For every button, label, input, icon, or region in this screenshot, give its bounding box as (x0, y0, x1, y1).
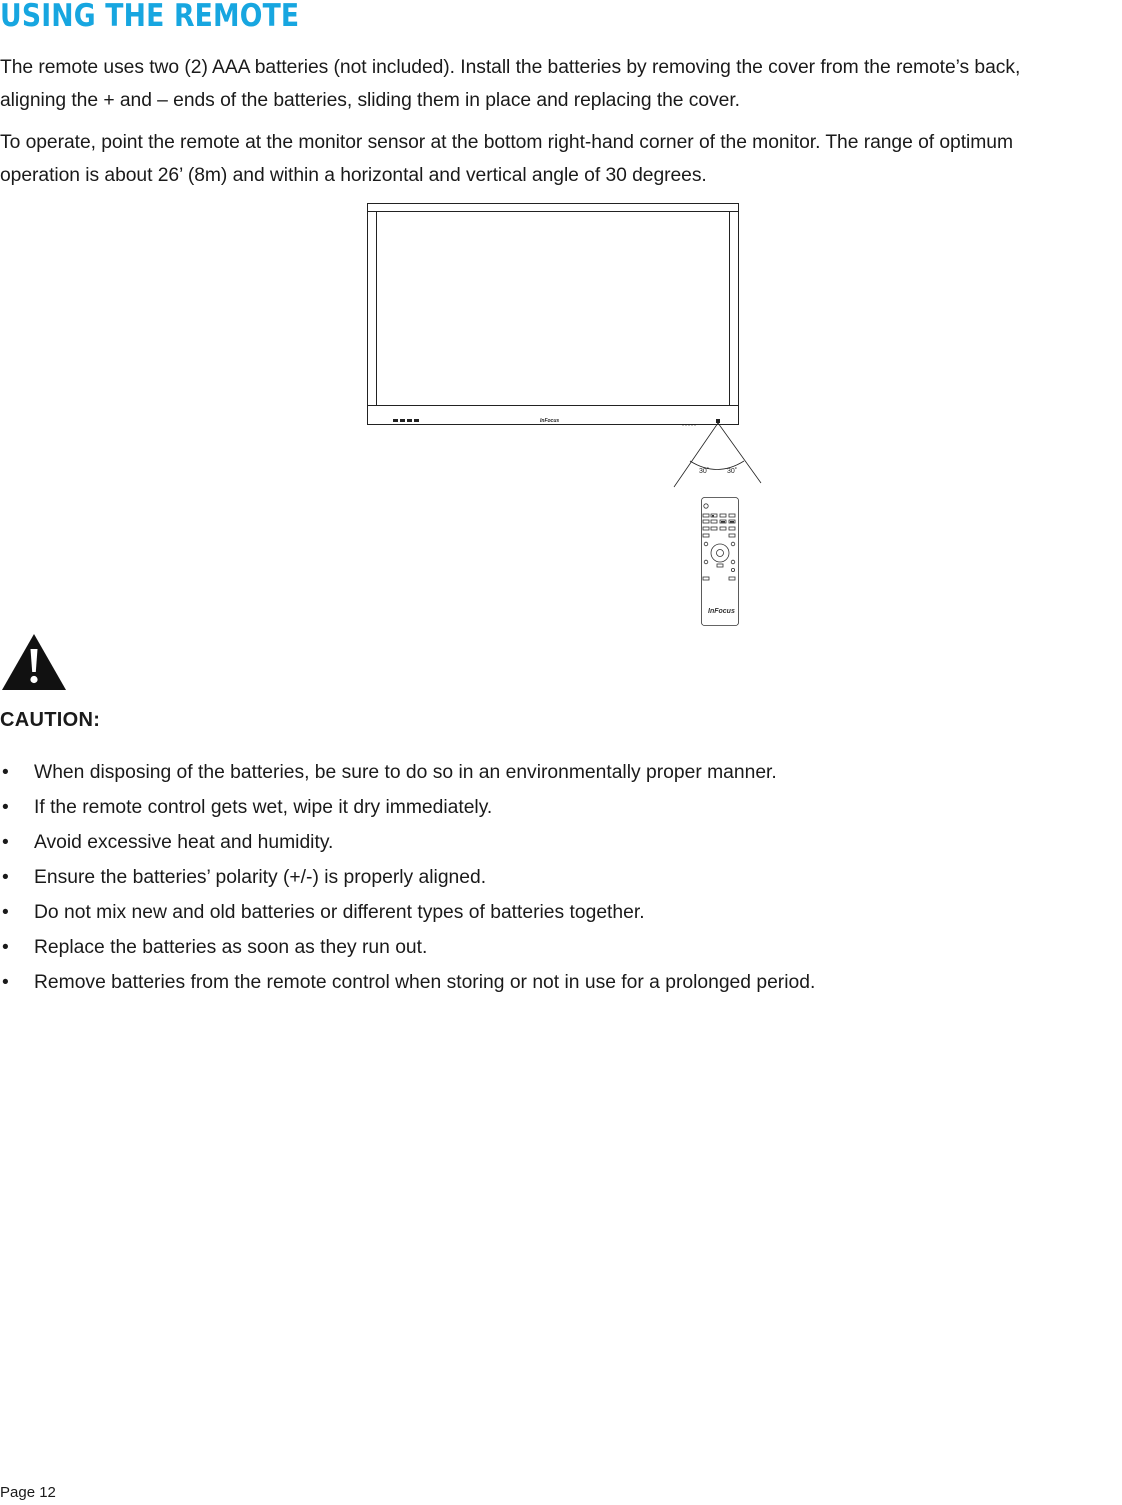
monitor-logo: InFocus (540, 418, 560, 424)
paragraph-line: operation is about 26’ (8m) and within a horizontal and vertical angle of 30 degrees. (0, 165, 707, 186)
paragraph-line: The remote uses two (2) AAA batteries (not included). Install the batteries by removing the cover from the remote’s back, (0, 57, 1021, 78)
bullet-point: • (2, 972, 9, 993)
caution-item (0, 930, 1100, 965)
page-number: Page 12 (0, 1484, 56, 1501)
caution-item-text: Avoid excessive heat and humidity. (34, 832, 334, 853)
monitor-illustration (368, 204, 739, 425)
caution-item (0, 860, 1100, 895)
battery-install-paragraph (0, 51, 1122, 117)
ir-sensor (716, 419, 720, 423)
bullet-point: • (2, 867, 9, 888)
operation-range-paragraph (0, 126, 1122, 192)
caution-item-text: Replace the batteries as soon as they run out. (34, 937, 428, 958)
remote-logo: InFocus (708, 608, 735, 615)
paragraph-line: To operate, point the remote at the monitor sensor at the bottom right-hand corner of the monitor. The range of optimum (0, 132, 1013, 153)
caution-item-text: Remove batteries from the remote control when storing or not in use for a prolonged period. (34, 972, 816, 993)
angle-right-label: 30˚ (727, 468, 738, 475)
bullet-point: • (2, 902, 9, 923)
caution-item (0, 790, 1100, 825)
caution-item (0, 965, 1100, 1000)
caution-item-text: Ensure the batteries’ polarity (+/-) is properly aligned. (34, 867, 487, 888)
bullet-point: • (2, 797, 9, 818)
bullet-point: • (2, 937, 9, 958)
caution-heading: CAUTION: (0, 709, 101, 731)
remote-range-illustration (360, 195, 780, 635)
caution-item (0, 825, 1100, 860)
caution-item-text: When disposing of the batteries, be sure to do so in an environmentally proper manner. (34, 762, 777, 783)
caution-item-text: Do not mix new and old batteries or different types of batteries together. (34, 902, 645, 923)
caution-item (0, 895, 1100, 930)
bullet-point: • (2, 762, 9, 783)
remote-illustration (702, 498, 739, 626)
paragraph-line: aligning the + and – ends of the batteries, sliding them in place and replacing the cover. (0, 90, 740, 111)
angle-lines (674, 423, 761, 487)
page-title: USING THE REMOTE (0, 0, 300, 34)
angle-left-label: 30˚ (699, 468, 710, 475)
warning-icon (0, 632, 68, 692)
caution-item-text: If the remote control gets wet, wipe it dry immediately. (34, 797, 493, 818)
bullet-point: • (2, 832, 9, 853)
caution-item (0, 755, 1100, 790)
monitor-buttons (393, 419, 419, 422)
caution-list (0, 755, 1100, 1000)
